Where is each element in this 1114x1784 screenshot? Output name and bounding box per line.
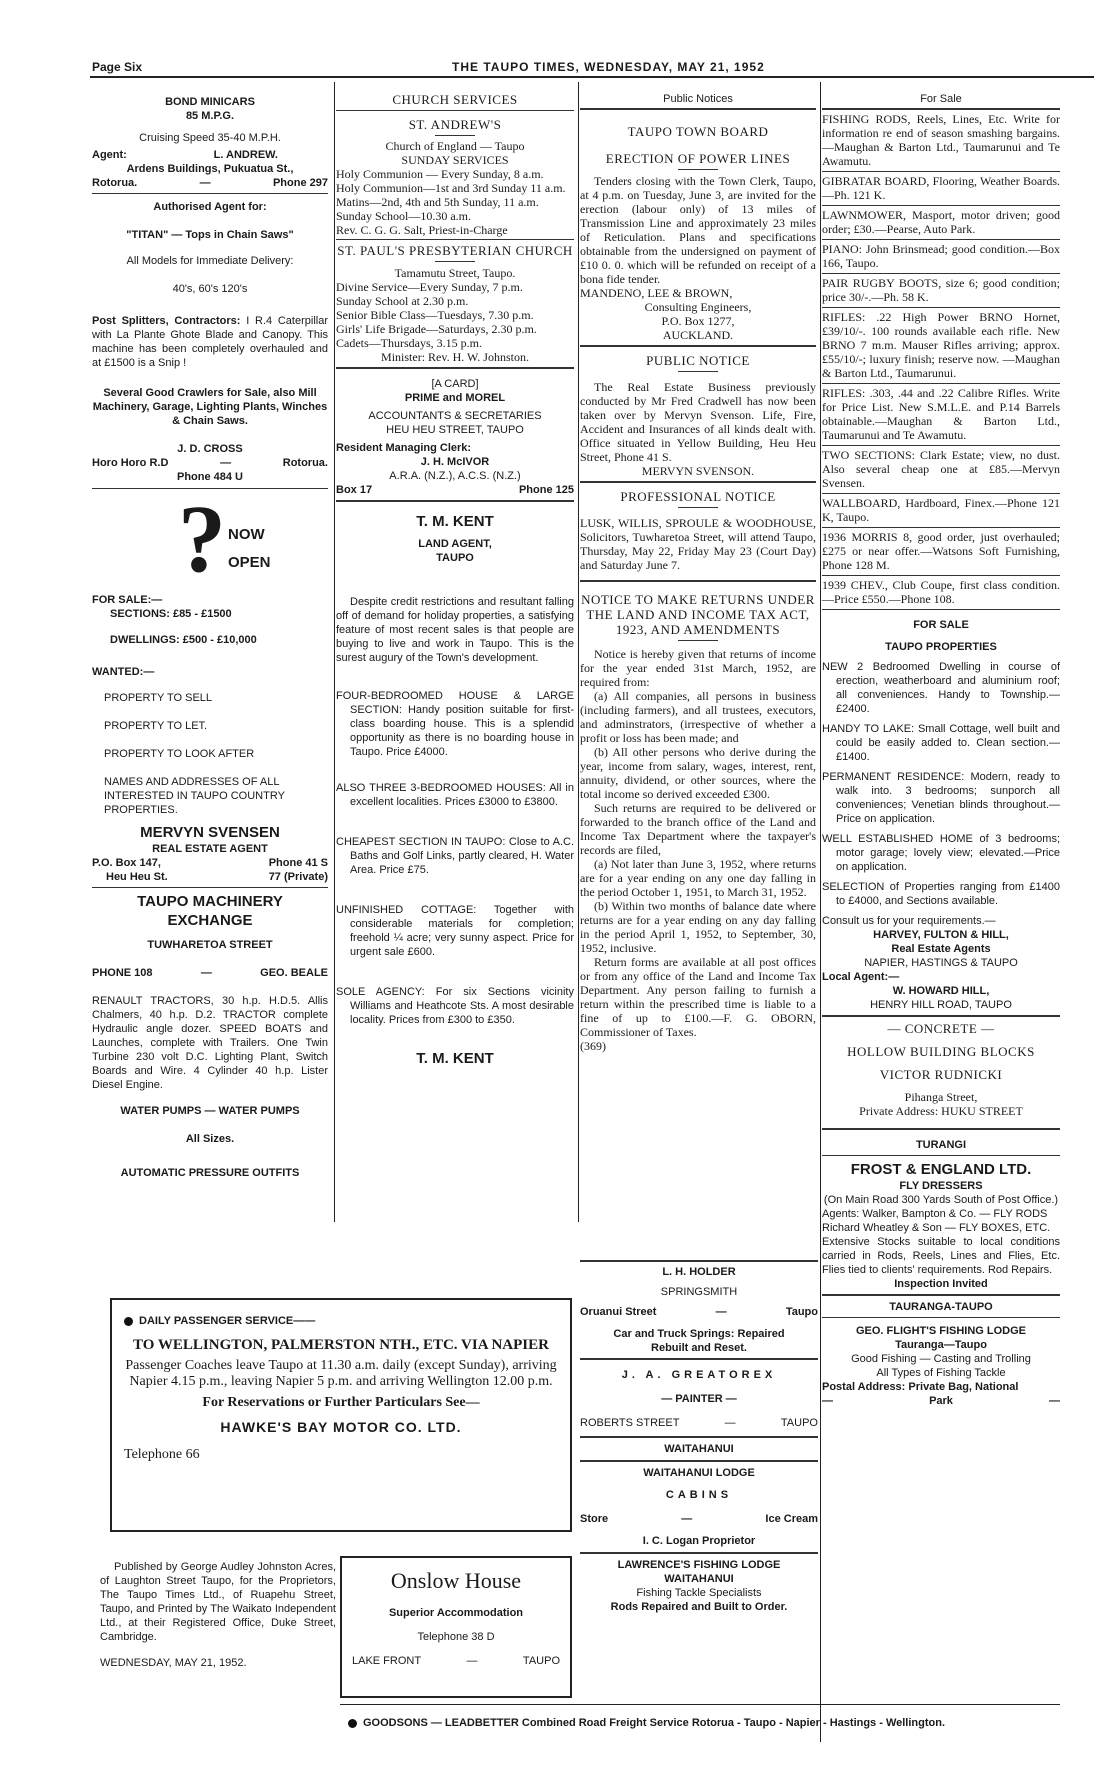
property-listing: NEW 2 Bedroomed Dwelling in course of erection, weatherboard and aluminium roof; all conveniences. Handy to Township.—£2400. — [822, 661, 1060, 715]
town-board-text: Tenders closing with the Town Clerk, Taupo, at 4 p.m. on Tuesday, June 3, are invited for the erection (labour only) of 13 miles of Transmission Line and approximately 23 miles of Reticulation. Plans and specifications obtainable from the undersigned on payment of £10 0. 0. which will be refunded on receipt of a bona fide tender. — [580, 174, 816, 286]
models-line: All Models for Immediate Delivery: — [126, 255, 294, 267]
sizes-line: 40's, 60's 120's — [172, 283, 248, 295]
column-2 — [336, 92, 574, 1292]
town-board-title: TAUPO TOWN BOARD — [627, 124, 769, 139]
turangi-title: TURANGI — [822, 1138, 1060, 1156]
column-rule — [578, 82, 579, 1222]
wanted-label: WANTED:— — [92, 666, 155, 678]
kent-item: CHEAPEST SECTION IN TAUPO: Close to A.C. Baths and Golf Links, partly cleared, H. Water Area. Price £75. — [336, 836, 574, 876]
flight-line: All Types of Fishing Tackle — [876, 1367, 1006, 1379]
frost-location: (On Main Road 300 Yards South of Post Office.) — [823, 1194, 1059, 1206]
service-line: Rev. C. G. G. Salt, Priest-in-Charge — [336, 223, 574, 240]
public-notice-signature: MERVYN SVENSON. — [580, 464, 816, 483]
greatorex-street: ROBERTS STREET — [580, 1417, 680, 1429]
lawrence-title: LAWRENCE'S FISHING LODGE — [617, 1559, 781, 1571]
dash: — — [1048, 1395, 1060, 1407]
svensen-private: 77 (Private) — [268, 871, 328, 883]
waitahanui-ice-cream: Ice Cream — [765, 1513, 818, 1525]
prime-clerk-name: J. H. McIVOR — [420, 456, 490, 468]
svensen-role: REAL ESTATE AGENT — [152, 843, 268, 855]
frost-text: Extensive Stocks suitable to local conditions carried in Rods, Reels, Lines and Flies, Etc. Flies tied to clients' requirements. Rod Repairs. — [822, 1236, 1060, 1276]
tax-paragraph: (a) All companies, all persons in business (including farmers), and all trustees, executors, and adminstrators, (irrespective of whether a profit or loss has been made; and — [580, 689, 816, 745]
machinery-phone: PHONE 108 — [92, 967, 153, 979]
professional-notice-title: PROFESSIONAL NOTICE — [620, 489, 776, 504]
column-rule — [820, 82, 821, 1742]
dash: — — [724, 1417, 736, 1429]
agents-name: HARVEY, FULTON & HILL, — [873, 929, 1009, 941]
imprint-date: WEDNESDAY, MAY 21, 1952. — [100, 1657, 247, 1669]
column-3 — [580, 92, 816, 1092]
service-text: Passenger Coaches leave Taupo at 11.30 a.m. daily (except Sunday), arriving Napier 4.15 p.m., leaving Napier 5 p.m. and arriving Wellington 12.00 p.m. — [125, 1358, 557, 1389]
classified-ad: WALLBOARD, Hardboard, Finex.—Phone 121 K, Taupo. — [822, 494, 1060, 528]
page-header — [92, 60, 1094, 76]
public-notice-title: PUBLIC NOTICE — [646, 353, 750, 368]
service-line: Girls' Life Brigade—Saturdays, 2.30 p.m. — [336, 322, 537, 336]
local-agent-name: W. HOWARD HILL, — [892, 985, 990, 997]
property-listing: SELECTION of Properties ranging from £1400 to £4000, and Sections available. — [822, 881, 1060, 907]
column-4 — [822, 92, 1060, 1742]
lawrence-sub: WAITAHANUI — [664, 1573, 734, 1585]
cross-location: Horo Horo R.D — [92, 457, 169, 469]
consult-line: Consult us for your requirements.— — [822, 915, 996, 927]
water-pumps: WATER PUMPS — WATER PUMPS — [120, 1105, 300, 1117]
agent-phone: Phone 297 — [272, 177, 328, 189]
concrete-sub: HOLLOW BUILDING BLOCKS — [847, 1044, 1035, 1059]
service-reserve: For Reservations or Further Particulars See— — [202, 1395, 480, 1410]
waitahanui-proprietor: I. C. Logan Proprietor — [642, 1535, 756, 1547]
card-label: [A CARD] — [431, 378, 479, 390]
classified-ad: LAWNMOWER, Masport, motor driven; good order; £30.—Pearse, Auto Park. — [822, 206, 1060, 240]
service-destination: TO WELLINGTON, PALMERSTON NTH., ETC. VIA NAPIER — [133, 1337, 549, 1353]
machinery-owner: GEO. BEALE — [260, 967, 328, 979]
agent-address: Ardens Buildings, Pukuatua St., — [126, 163, 294, 175]
board-signature: P.O. Box 1277, — [661, 314, 735, 328]
waitahanui-title: WAITAHANUI — [664, 1443, 734, 1455]
dash: — — [200, 967, 212, 979]
wanted-item: PROPERTY TO SELL — [104, 692, 213, 704]
kent-sub: LAND AGENT, — [418, 538, 492, 550]
rudnicki-name: VICTOR RUDNICKI — [879, 1067, 1003, 1082]
column-1 — [92, 95, 328, 1295]
rudnicki-street: Pihanga Street, — [904, 1090, 978, 1104]
machinery-text: RENAULT TRACTORS, 30 h.p. H.D.5. Allis Chalmers, 40 h.p. D.2. TRACTOR complete Hydraulic angle dozer. SPEED BOATS and Launches, complete with Trailers. One Twin Turbine 230 volt D.C. Lighting Plant, Switch Boards and Wire. 4 Cylinder 40 h.p. Lister Diesel Engine. — [92, 995, 328, 1091]
dwellings-price: DWELLINGS: £500 - £10,000 — [110, 634, 257, 646]
agent-town: Rotorua. — [92, 177, 138, 189]
town-board-sub: ERECTION OF POWER LINES — [605, 151, 791, 166]
frost-agents: Richard Wheatley & Son — FLY BOXES, ETC. — [822, 1222, 1051, 1234]
taupo-properties: TAUPO PROPERTIES — [885, 641, 997, 653]
goodsons-text: GOODSONS — LEADBETTER Combined Road Freight Service Rotorua - Taupo - Napier - Hastings - Wellington. — [363, 1717, 946, 1729]
for-sale-label: FOR SALE:— — [92, 594, 163, 606]
dash: — — [466, 1655, 478, 1667]
all-sizes: All Sizes. — [185, 1133, 235, 1145]
rudnicki-private: Private Address: HUKU STREET — [822, 1104, 1060, 1130]
properties-for-sale: FOR SALE — [913, 619, 969, 631]
wanted-item: PROPERTY TO LOOK AFTER — [104, 748, 255, 760]
holder-street: Oruanui Street — [580, 1306, 657, 1318]
wanted-item: NAMES AND ADDRESSES OF ALL INTERESTED IN TAUPO COUNTRY PROPERTIES. — [104, 776, 285, 816]
service-line: Senior Bible Class—Tuesdays, 7.30 p.m. — [336, 308, 534, 322]
holder-trade: SPRINGSMITH — [660, 1286, 738, 1298]
prime-sub: ACCOUNTANTS & SECRETARIES — [368, 410, 542, 422]
kent-title: T. M. KENT — [416, 513, 494, 530]
tax-paragraph: Notice is hereby given that returns of income for the year ended 31st March, 1952, are required from: — [580, 647, 816, 689]
kent-item: FOUR-BEDROOMED HOUSE & LARGE SECTION: Handy position suitable for first-class boarding house. This is a splendid opportunity as there is no boarding house in Taupo. Price £4000. — [336, 690, 574, 758]
tauranga-taupo-title: TAURANGA-TAUPO — [822, 1300, 1060, 1318]
flight-park: Park — [929, 1395, 953, 1407]
waitahanui-lodge: WAITAHANUI LODGE — [643, 1467, 755, 1479]
agent-name: L. ANDREW. — [213, 149, 278, 161]
board-signature: AUCKLAND. — [580, 328, 816, 347]
holder-line: Car and Truck Springs: Repaired — [613, 1328, 785, 1340]
hawkes-bay-advert — [110, 1298, 572, 1532]
lawrence-line: Fishing Tackle Specialists — [636, 1587, 762, 1599]
bond-speed: Cruising Speed 35-40 M.P.H. — [139, 132, 281, 144]
footer-rule — [340, 1704, 1060, 1705]
kent-intro: Despite credit restrictions and resultant falling off of demand for holiday properties, a satisfying feature of most recent sales is that people are buying to live and work in Taupo. This is the surest augury of the Town's development. — [336, 596, 574, 664]
onslow-title: Onslow House — [390, 1568, 522, 1593]
masthead-title: THE TAUPO TIMES, WEDNESDAY, MAY 21, 1952 — [452, 60, 765, 74]
flight-lodge-title: GEO. FLIGHT'S FISHING LODGE — [855, 1325, 1027, 1337]
holder-line: Rebuilt and Reset. — [651, 1342, 747, 1354]
public-notices-title: Public Notices — [580, 92, 816, 110]
service-line: Minister: Rev. H. W. Johnston. — [336, 350, 574, 369]
classified-ad: 1939 CHEV., Club Coupe, first class condition.—Price £550.—Phone 108. — [822, 576, 1060, 610]
prime-phone: Phone 125 — [518, 484, 574, 496]
bullet-icon — [124, 1317, 133, 1326]
classified-ad: RIFLES: .22 High Power BRNO Hornet, £39/10/-. 100 rounds available each rifle. New BRNO 7 m.m. Mauser Rifles arriving; approx. £55/10/-; luxury finish; reserve now. —Maughan & Barton Ltd., Taumarunui. — [822, 308, 1060, 384]
machinery-title-2: EXCHANGE — [167, 912, 253, 929]
classified-ad: TWO SECTIONS: Clark Estate; view, no dust. Also several cheap one at £85.—Mervyn Svensen. — [822, 446, 1060, 494]
hawkes-phone: Telephone 66 — [124, 1447, 200, 1462]
waitahanui-cabins: CABINS — [665, 1489, 733, 1501]
tax-paragraph: Return forms are available at all post offices or from any office of the Land and Income Tax Department. Any person failing to furnish a return within the prescribed time is liable to a fine of up to £100.—F. G. OBORN, Commissioner of Taxes. — [580, 955, 816, 1039]
frost-england-title: FROST & ENGLAND LTD. — [850, 1161, 1032, 1178]
kent-item: UNFINISHED COTTAGE: Together with considerable materials for completion; freehold ¼ acre; very sunny aspect. Price for urgent sale £600. — [336, 904, 574, 958]
cross-name: J. D. CROSS — [177, 443, 243, 455]
local-agent-label: Local Agent:— — [822, 971, 900, 983]
fly-dressers: FLY DRESSERS — [899, 1180, 983, 1192]
dash: — — [220, 457, 232, 469]
svensen-phone: Phone 41 S — [268, 857, 328, 869]
holder-town: Taupo — [785, 1306, 818, 1318]
tax-notice-title: NOTICE TO MAKE RETURNS UNDER THE LAND AND INCOME TAX ACT, 1923, AND AMENDMENTS — [581, 592, 815, 637]
local-agent-address: HENRY HILL ROAD, TAUPO — [822, 998, 1060, 1017]
imprint-text: Published by George Audley Johnston Acres, of Laughton Street Taupo, for the Proprietors, The Taupo Times Ltd., of Ruapehu Street, Taupo, and Printed by The Waikato Independent Ltd., at their Registered Office, Duke Street, Cambridge. — [100, 1561, 336, 1643]
tax-paragraph: (b) Within two months of balance date where returns are for a year ending on any day falling in the period April 1, 1952, to September, 30, 1952, inclusive. — [580, 899, 816, 955]
st-pauls-title: ST. PAUL'S PRESBYTERIAN CHURCH — [337, 243, 573, 258]
automatic-outfits: AUTOMATIC PRESSURE OUTFITS — [120, 1167, 300, 1179]
st-pauls-street: Tamamutu Street, Taupo. — [394, 266, 516, 280]
prime-quals: A.R.A. (N.Z.), A.C.S. (N.Z.) — [389, 470, 521, 482]
now-text: NOW — [228, 526, 265, 543]
titan-line: "TITAN" — Tops in Chain Saws" — [126, 229, 294, 241]
classified-ad: 1936 MORRIS 8, good order, just overhauled; £275 or near offer.—Watsons Soft Furnishing, Phone 128 M. — [822, 528, 1060, 576]
service-line: Holy Communion—1st and 3rd Sunday 11 a.m. — [336, 181, 566, 195]
dash: — — [199, 177, 211, 189]
greatorex-name: J. A. GREATOREX — [621, 1369, 777, 1381]
board-signature: Consulting Engineers, — [644, 300, 752, 314]
waitahanui-store: Store — [580, 1513, 609, 1525]
header-rule — [90, 76, 1094, 78]
sections-price: SECTIONS: £85 - £1500 — [110, 608, 232, 620]
service-line: Sunday School at 2.30 p.m. — [336, 294, 469, 308]
lawrence-line: Rods Repaired and Built to Order. — [610, 1601, 788, 1613]
kent-item: ALSO THREE 3-BEDROOMED HOUSES: All in excellent localities. Prices £3000 to £3800. — [336, 782, 574, 808]
service-line: Sunday School—10.30 a.m. — [336, 209, 471, 223]
bond-title: BOND MINICARS — [165, 96, 255, 108]
post-splitters-lead: Post Splitters, Contractors: — [92, 315, 241, 327]
prime-address: HEU HEU STREET, TAUPO — [386, 424, 524, 436]
cross-phone: Phone 484 U — [92, 470, 328, 489]
service-line: Divine Service—Every Sunday, 7 p.m. — [336, 280, 523, 294]
machinery-street: TUWHARETOA STREET — [147, 939, 273, 951]
holder-name: L. H. HOLDER — [662, 1266, 736, 1278]
cross-town: Rotorua. — [282, 457, 328, 469]
dash: — — [681, 1513, 693, 1525]
tax-paragraph: Such returns are required to be delivered or forwarded to the branch office of the Land and Income Tax Department where the taxpayer's records are filed, — [580, 801, 816, 857]
classified-ad: FISHING RODS, Reels, Lines, Etc. Write for information re end of season smashing bargains.—Maughan & Barton Ltd., Taumarunui and Te Awamutu. — [822, 110, 1060, 172]
dash: — — [715, 1306, 727, 1318]
svensen-box: P.O. Box 147, — [92, 857, 161, 869]
prime-box: Box 17 — [336, 484, 373, 496]
classified-ad: PIANO: John Brinsmead; good condition.—Box 166, Taupo. — [822, 240, 1060, 274]
goodsons-footer — [348, 1716, 1060, 1730]
greatorex-town: TAUPO — [780, 1417, 818, 1429]
agent-label: Agent: — [92, 149, 127, 161]
professional-notice-text: LUSK, WILLIS, SPROULE & WOODHOUSE, Solicitors, Tuwharetoa Street, will attend Taupo, Thursday, May 22, Friday May 23 (Court Day) and Saturday June 7. — [580, 516, 816, 582]
classified-ad: PAIR RUGBY BOOTS, size 6; good condition; price 30/-.—Ph. 58 K. — [822, 274, 1060, 308]
bullet-icon — [348, 1719, 357, 1728]
prime-clerk: Resident Managing Clerk: — [336, 442, 472, 454]
service-line: Cadets—Thursdays, 3.15 p.m. — [336, 336, 482, 350]
tax-paragraph: (a) Not later than June 3, 1952, where returns are for a year ending on any one day falling in the period October 1, 1951, to March 31, 1952. — [580, 857, 816, 899]
property-listing: WELL ESTABLISHED HOME of 3 bedrooms; motor garage; lovely view; elevated.—Price on application. — [822, 833, 1060, 873]
property-listing: HANDY TO LAKE: Small Cottage, well built and could be easily added to. Clean section.—£1400. — [822, 723, 1060, 763]
tax-number: (369) — [580, 1039, 606, 1053]
greatorex-trade: — PAINTER — — [661, 1393, 737, 1405]
kent-item: SOLE AGENCY: For six Sections vicinity Williams and Heathcote Sts. A most desirable locality. Prices from £300 to £350. — [336, 986, 574, 1026]
st-andrews-title: ST. ANDREW'S — [408, 117, 502, 132]
onslow-house-advert — [340, 1556, 572, 1698]
service-line: Holy Communion — Every Sunday, 8 a.m. — [336, 167, 544, 181]
inspection-invited: Inspection Invited — [822, 1277, 1060, 1296]
prime-title: PRIME and MOREL — [404, 392, 506, 404]
svensen-street: Heu Heu St. — [106, 871, 168, 883]
open-text: OPEN — [228, 554, 271, 571]
onslow-sub: Superior Accommodation — [388, 1607, 524, 1619]
concrete-title: — CONCRETE — — [887, 1021, 995, 1036]
classified-ad: RIFLES: .303, .44 and .22 Calibre Rifles. Write for Price List. New S.M.L.E. and P.14 Barrels obtainable.—Maughan & Barton Ltd., Taumarunui and Te Awamutu. — [822, 384, 1060, 446]
onslow-street: LAKE FRONT — [352, 1655, 422, 1667]
agents-location: NAPIER, HASTINGS & TAUPO — [864, 957, 1018, 969]
onslow-town: TAUPO — [522, 1655, 560, 1667]
property-listing: PERMANENT RESIDENCE: Modern, ready to walk into. 3 bedrooms; sunporch all conveniences; Venetian blinds throughout.—Price on application. — [822, 771, 1060, 825]
post-splitters-text: I R.4 Caterpillar with La Plante Ghote Blade and Canopy. This machine has been completely overhauled and at £1500 is a Snip ! — [92, 315, 328, 369]
service-title: DAILY PASSENGER SERVICE—— — [139, 1315, 316, 1327]
tax-paragraph: (b) All other persons who derive during the year, income from salary, wages, interest, rent, annuity, dividend, or other sources, where the total income so derived exceeded £300. — [580, 745, 816, 801]
public-notice-text: The Real Estate Business previously conducted by Mr Fred Cradwell has now been taken over by Mervyn Svenson. Life, Fire, Accident and Insurances of all kinds dealt with. Office situated in Yellow Building, Heu Heu Street, Phone 41 S. — [580, 380, 816, 464]
classified-ad: GIBRATAR BOARD, Flooring, Weather Boards.—Ph. 121 K. — [822, 172, 1060, 206]
flight-postal: Postal Address: Private Bag, National — [822, 1381, 1019, 1393]
question-mark-icon: ? — [178, 485, 226, 592]
agents-sub: Real Estate Agents — [891, 943, 991, 955]
dash: — — [822, 1395, 833, 1407]
st-andrews-sub: Church of England — Taupo — [385, 139, 525, 153]
imprint — [100, 1560, 336, 1710]
onslow-phone: Telephone 38 D — [417, 1631, 495, 1643]
column-3-lower — [580, 1260, 818, 1613]
hawkes-bay-firm: HAWKE'S BAY MOTOR CO. LTD. — [220, 1419, 462, 1435]
wanted-item: PROPERTY TO LET. — [104, 720, 208, 732]
flight-location: Tauranga—Taupo — [895, 1339, 987, 1351]
flight-line: Good Fishing — Casting and Trolling — [851, 1353, 1031, 1365]
sunday-services: SUNDAY SERVICES — [401, 153, 509, 167]
board-signature: MANDENO, LEE & BROWN, — [580, 286, 733, 300]
church-services-title: CHURCH SERVICES — [336, 92, 574, 111]
crawlers-text: Several Good Crawlers for Sale, also Mill Machinery, Garage, Lighting Plants, Winches & Chain Saws. — [92, 387, 328, 427]
page-number: Page Six — [92, 60, 143, 74]
column-rule — [334, 82, 335, 1222]
kent-sub-2: TAUPO — [436, 552, 474, 564]
authorised-agent: Authorised Agent for: — [153, 201, 267, 213]
kent-footer: T. M. KENT — [416, 1050, 494, 1067]
for-sale-title: For Sale — [822, 92, 1060, 110]
service-line: Matins—2nd, 4th and 5th Sunday, 11 a.m. — [336, 195, 539, 209]
frost-agents: Agents: Walker, Bampton & Co. — FLY RODS — [822, 1208, 1048, 1220]
bond-mpg: 85 M.P.G. — [185, 110, 235, 122]
svensen-name: MERVYN SVENSEN — [140, 824, 280, 841]
machinery-title: TAUPO MACHINERY — [137, 893, 283, 910]
